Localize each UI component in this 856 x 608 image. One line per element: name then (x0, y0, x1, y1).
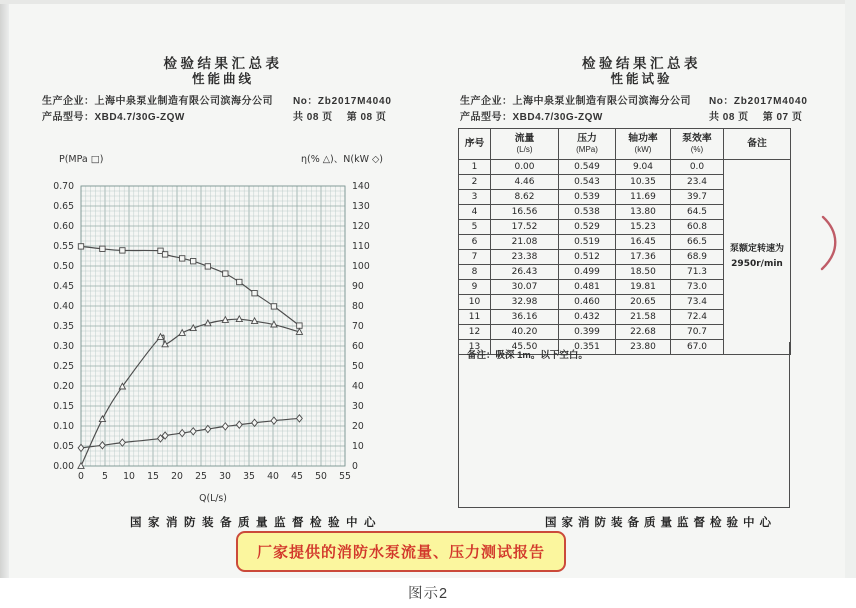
table-cell: 11.69 (616, 190, 671, 205)
table-cell: 0.529 (559, 220, 616, 235)
svg-text:0.20: 0.20 (53, 381, 74, 392)
svg-text:90: 90 (352, 281, 364, 292)
svg-text:10: 10 (352, 441, 364, 452)
table-cell: 8 (459, 265, 491, 280)
pages-total: 共 08 页 (709, 112, 749, 123)
svg-text:15: 15 (147, 471, 159, 482)
table-cell: 5 (459, 220, 491, 235)
no-value: Zb2017M4040 (733, 96, 808, 107)
table-cell: 23.80 (616, 340, 671, 355)
table-cell: 0.549 (559, 160, 616, 175)
table-cell: 0.00 (491, 160, 559, 175)
svg-text:45: 45 (291, 471, 303, 482)
table-cell: 16.45 (616, 235, 671, 250)
svg-text:0.60: 0.60 (53, 221, 74, 232)
svg-text:70: 70 (352, 321, 364, 332)
svg-text:0.00: 0.00 (53, 461, 74, 472)
svg-text:0.70: 0.70 (53, 181, 74, 192)
pages-total: 共 08 页 (293, 112, 333, 123)
table-cell: 0.543 (559, 175, 616, 190)
no-label: No： (709, 96, 734, 107)
svg-text:0: 0 (352, 461, 358, 472)
table-cell: 0.399 (559, 325, 616, 340)
performance-chart (38, 144, 398, 508)
svg-text:0.35: 0.35 (53, 321, 74, 332)
svg-text:80: 80 (352, 301, 364, 312)
annotation-callout (236, 531, 566, 572)
svg-text:30: 30 (219, 471, 231, 482)
report-no-line (709, 92, 808, 107)
table-cell: 0.0 (671, 160, 724, 175)
table-row (459, 160, 791, 175)
page-current: 第 07 页 (762, 112, 803, 123)
svg-text:110: 110 (352, 241, 370, 252)
red-pen-mark (816, 212, 850, 274)
svg-text:0: 0 (78, 471, 84, 482)
table-cell: 0.499 (559, 265, 616, 280)
table-cell: 0.538 (559, 205, 616, 220)
table-cell: 19.81 (616, 280, 671, 295)
table-cell: 0.519 (559, 235, 616, 250)
table-cell: 39.7 (671, 190, 724, 205)
svg-text:P(MPa □): P(MPa □) (59, 154, 104, 165)
table-cell: 36.16 (491, 310, 559, 325)
svg-text:120: 120 (352, 221, 370, 232)
table-cell: 4 (459, 205, 491, 220)
table-cell: 0.512 (559, 250, 616, 265)
table-cell: 23.4 (671, 175, 724, 190)
table-cell: 6 (459, 235, 491, 250)
table-cell: 8.62 (491, 190, 559, 205)
svg-text:Q(L/s): Q(L/s) (199, 493, 227, 504)
test-table-body (459, 160, 791, 355)
svg-text:40: 40 (352, 381, 364, 392)
table-cell: 0.351 (559, 340, 616, 355)
table-cell: 13 (459, 340, 491, 355)
table-cell: 66.5 (671, 235, 724, 250)
svg-text:0.50: 0.50 (53, 261, 74, 272)
table-cell: 40.20 (491, 325, 559, 340)
table-cell: 16.56 (491, 205, 559, 220)
table-cell: 1 (459, 160, 491, 175)
svg-text:20: 20 (352, 421, 364, 432)
table-cell: 0.460 (559, 295, 616, 310)
table-cell: 0.432 (559, 310, 616, 325)
page-performance-curve (10, 0, 436, 578)
test-table-header-row (459, 129, 791, 160)
scan-left-edge (0, 0, 9, 578)
page-subtitle: 性能试验 (610, 72, 673, 86)
page-current: 第 08 页 (346, 112, 387, 123)
column-header: 泵效率 (%) (671, 129, 724, 160)
figure-caption: 图示2 (407, 586, 449, 602)
page-count-line (293, 108, 400, 123)
table-cell: 17.52 (491, 220, 559, 235)
table-cell: 20.65 (616, 295, 671, 310)
svg-text:0.40: 0.40 (53, 301, 74, 312)
page-count-line (709, 108, 816, 123)
table-cell: 60.8 (671, 220, 724, 235)
column-header: 序号 (459, 129, 491, 160)
svg-text:5: 5 (102, 471, 108, 482)
table-cell: 4.46 (491, 175, 559, 190)
table-cell: 0.539 (559, 190, 616, 205)
svg-text:55: 55 (339, 471, 351, 482)
page-title: 检验结果汇总表 (582, 56, 701, 71)
svg-text:30: 30 (352, 401, 364, 412)
annotation-text: 厂家提供的消防水泵流量、压力测试报告 (256, 544, 545, 561)
table-cell: 64.5 (671, 205, 724, 220)
svg-text:0.65: 0.65 (53, 201, 74, 212)
svg-text:50: 50 (352, 361, 364, 372)
table-cell: 2 (459, 175, 491, 190)
svg-text:40: 40 (267, 471, 279, 482)
column-header: 备注 (724, 129, 791, 160)
inspection-center-footer: 国家消防装备质量监督检验中心 (130, 517, 382, 529)
no-label: No： (293, 96, 318, 107)
table-cell: 9 (459, 280, 491, 295)
svg-text:35: 35 (243, 471, 255, 482)
table-cell: 73.4 (671, 295, 724, 310)
table-note-box (458, 342, 790, 508)
svg-text:100: 100 (352, 261, 370, 272)
table-cell: 45.50 (491, 340, 559, 355)
svg-text:0.55: 0.55 (53, 241, 74, 252)
column-header: 压力 (MPa) (559, 129, 616, 160)
table-note: 备注：吸深 1m。以下空白。 (467, 350, 588, 361)
svg-text:20: 20 (171, 471, 183, 482)
table-cell: 12 (459, 325, 491, 340)
performance-test-table (458, 128, 791, 355)
remark-cell: 泵额定转速为 2950r/min (724, 160, 791, 355)
inspection-center-footer: 国家消防装备质量监督检验中心 (545, 517, 776, 529)
svg-text:0.45: 0.45 (53, 281, 74, 292)
table-cell: 32.98 (491, 295, 559, 310)
table-cell: 30.07 (491, 280, 559, 295)
model-line: 产品型号：XBD4.7/30G-ZQW (42, 112, 185, 123)
svg-text:0.15: 0.15 (53, 401, 74, 412)
table-cell: 9.04 (616, 160, 671, 175)
svg-text:10: 10 (123, 471, 135, 482)
svg-text:η(% △)、N(kW ◇): η(% △)、N(kW ◇) (300, 154, 383, 165)
table-cell: 10.35 (616, 175, 671, 190)
svg-text:0.25: 0.25 (53, 361, 74, 372)
svg-text:25: 25 (195, 471, 207, 482)
page-subtitle: 性能曲线 (191, 72, 254, 86)
table-cell: 21.08 (491, 235, 559, 250)
table-cell: 3 (459, 190, 491, 205)
table-cell: 26.43 (491, 265, 559, 280)
column-header: 轴功率 (kW) (616, 129, 671, 160)
svg-text:0.10: 0.10 (53, 421, 74, 432)
model-line: 产品型号：XBD4.7/30G-ZQW (460, 112, 603, 123)
table-cell: 73.0 (671, 280, 724, 295)
svg-text:0.30: 0.30 (53, 341, 74, 352)
svg-text:130: 130 (352, 201, 370, 212)
table-cell: 17.36 (616, 250, 671, 265)
column-header: 流量 (L/s) (491, 129, 559, 160)
page-title: 检验结果汇总表 (163, 56, 283, 71)
page-performance-test (437, 0, 846, 578)
manufacturer-line: 生产企业：上海中泉泵业制造有限公司滨海分公司 (460, 96, 691, 107)
svg-text:140: 140 (352, 181, 370, 192)
table-cell: 72.4 (671, 310, 724, 325)
table-cell: 67.0 (671, 340, 724, 355)
svg-text:0.05: 0.05 (53, 441, 74, 452)
report-no-line (293, 92, 392, 107)
table-cell: 18.50 (616, 265, 671, 280)
table-cell: 0.481 (559, 280, 616, 295)
no-value: Zb2017M4040 (317, 96, 392, 107)
table-cell: 70.7 (671, 325, 724, 340)
table-cell: 22.68 (616, 325, 671, 340)
table-cell: 15.23 (616, 220, 671, 235)
svg-text:60: 60 (352, 341, 364, 352)
manufacturer-line: 生产企业：上海中泉泵业制造有限公司滨海分公司 (42, 96, 273, 107)
table-cell: 11 (459, 310, 491, 325)
table-cell: 10 (459, 295, 491, 310)
svg-text:50: 50 (315, 471, 327, 482)
scan-right-edge (845, 0, 856, 578)
table-cell: 7 (459, 250, 491, 265)
table-cell: 21.58 (616, 310, 671, 325)
table-cell: 71.3 (671, 265, 724, 280)
table-cell: 23.38 (491, 250, 559, 265)
table-cell: 68.9 (671, 250, 724, 265)
table-cell: 13.80 (616, 205, 671, 220)
